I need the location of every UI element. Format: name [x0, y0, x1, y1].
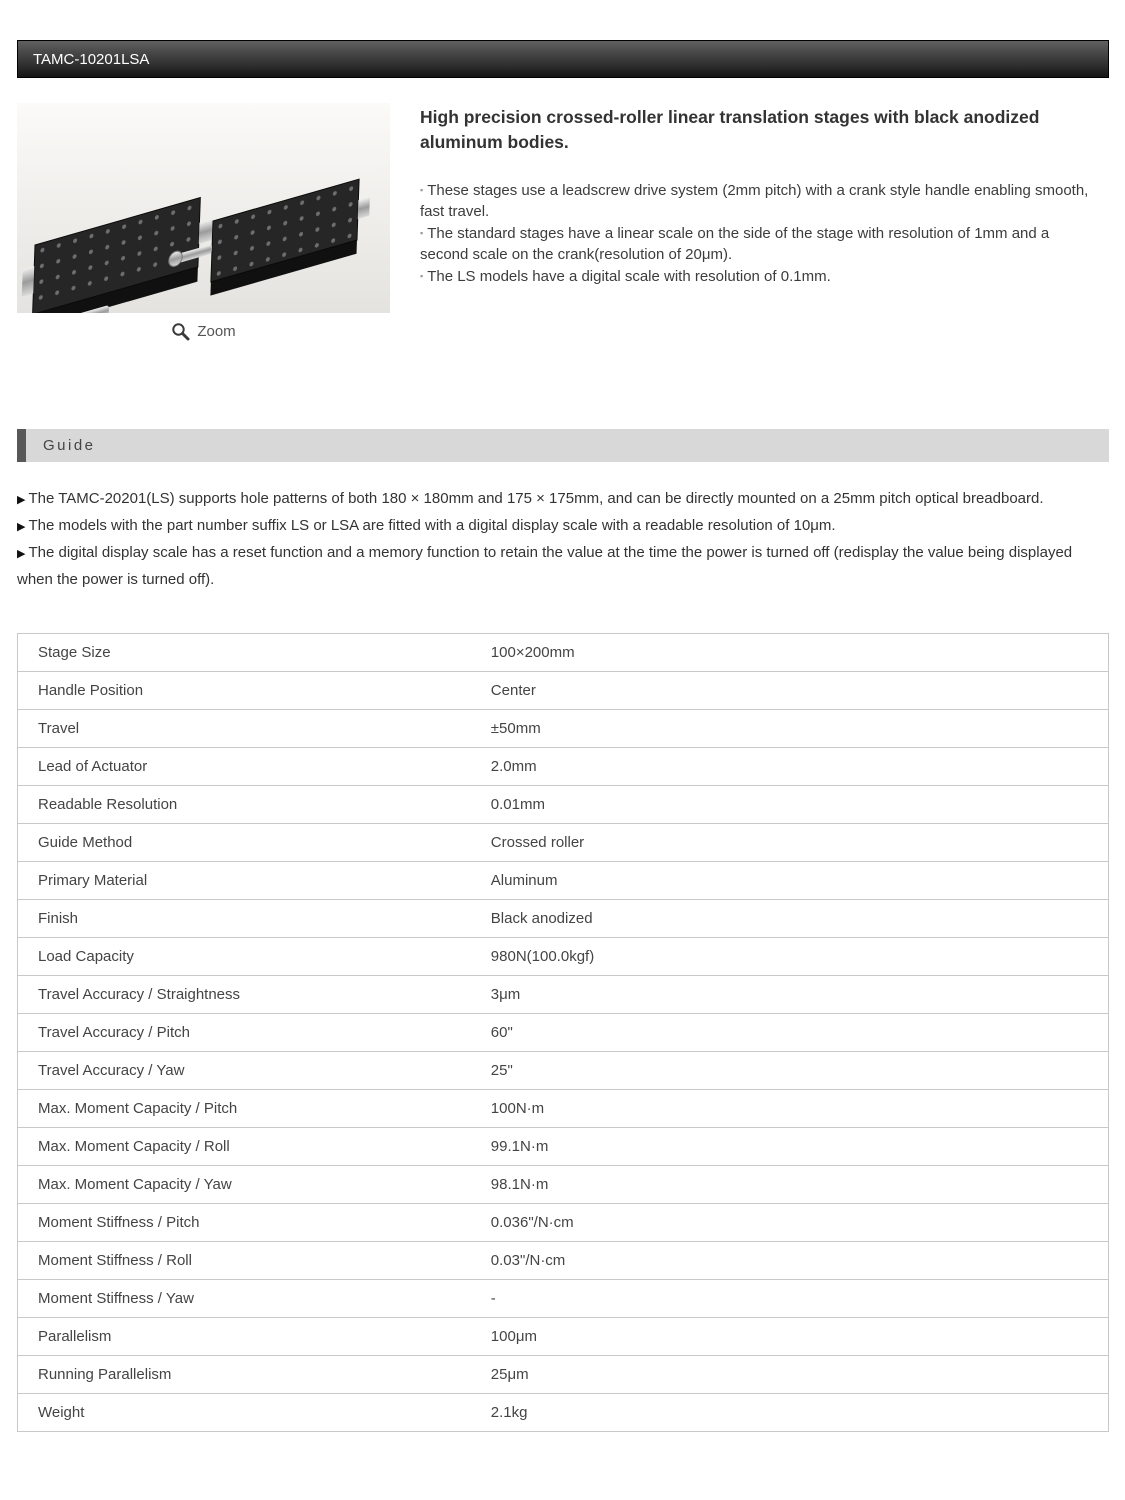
table-row — [18, 1014, 1109, 1052]
arrow-icon: ▶ — [17, 548, 26, 560]
spec-value: Black anodized — [489, 900, 1109, 938]
table-row — [18, 1356, 1109, 1394]
spec-label: Travel Accuracy / Yaw — [18, 1052, 489, 1090]
table-row — [18, 672, 1109, 710]
product-figure — [17, 103, 390, 341]
spec-value: ±50mm — [489, 710, 1109, 748]
table-row — [18, 938, 1109, 976]
zoom-label: Zoom — [197, 323, 236, 340]
table-row — [18, 1318, 1109, 1356]
spec-value: 980N(100.0kgf) — [489, 938, 1109, 976]
spec-value: 3μm — [489, 976, 1109, 1014]
product-bullets — [420, 180, 1101, 288]
table-row — [18, 900, 1109, 938]
guide-item: ▶ The TAMC-20201(LS) supports hole patterns of both 180 × 180mm and 175 × 175mm, and can be directly mounted on a 25mm pitch optical breadboard. — [17, 490, 1044, 507]
spec-value: Aluminum — [489, 862, 1109, 900]
spec-value: 2.0mm — [489, 748, 1109, 786]
table-row — [18, 1166, 1109, 1204]
table-row — [18, 1242, 1109, 1280]
spec-label: Moment Stiffness / Yaw — [18, 1280, 489, 1318]
spec-label: Moment Stiffness / Pitch — [18, 1204, 489, 1242]
spec-table — [17, 633, 1109, 1432]
product-bullet: ▪ The standard stages have a linear scale on the side of the stage with resolution of 1mm and a second scale on the crank(resolution of 20μm). — [420, 224, 1050, 264]
guide-item: ▶ The digital display scale has a reset function and a memory function to retain the value at the time the power is turned off (redisplay the value being displayed when the power is turned off). — [17, 544, 1073, 588]
table-row — [18, 1128, 1109, 1166]
spec-value: 25μm — [489, 1356, 1109, 1394]
spec-label: Travel — [18, 710, 489, 748]
table-row — [18, 1090, 1109, 1128]
spec-label: Running Parallelism — [18, 1356, 489, 1394]
product-bullet: ▪ These stages use a leadscrew drive system (2mm pitch) with a crank style handle enabling smooth, fast travel. — [420, 181, 1089, 221]
table-row — [18, 710, 1109, 748]
table-row — [18, 1280, 1109, 1318]
spec-value: 25" — [489, 1052, 1109, 1090]
product-image[interactable] — [17, 103, 390, 313]
guide-bar — [17, 429, 1109, 462]
spec-label: Lead of Actuator — [18, 748, 489, 786]
guide-items — [17, 486, 1109, 593]
spec-value: 100×200mm — [489, 634, 1109, 672]
table-row — [18, 1394, 1109, 1432]
spec-label: Max. Moment Capacity / Pitch — [18, 1090, 489, 1128]
spec-label: Moment Stiffness / Roll — [18, 1242, 489, 1280]
spec-label: Weight — [18, 1394, 489, 1432]
spec-value: 98.1N·m — [489, 1166, 1109, 1204]
spec-value: 100N·m — [489, 1090, 1109, 1128]
bullet-icon: ▪ — [420, 184, 424, 195]
spec-label: Load Capacity — [18, 938, 489, 976]
spec-value: 0.03"/N·cm — [489, 1242, 1109, 1280]
spec-value: 0.036"/N·cm — [489, 1204, 1109, 1242]
spec-label: Primary Material — [18, 862, 489, 900]
spec-value: 0.01mm — [489, 786, 1109, 824]
spec-value: 60" — [489, 1014, 1109, 1052]
arrow-icon: ▶ — [17, 521, 26, 533]
arrow-icon: ▶ — [17, 494, 26, 506]
table-row — [18, 748, 1109, 786]
spec-label: Travel Accuracy / Straightness — [18, 976, 489, 1014]
table-row — [18, 786, 1109, 824]
spec-value: Crossed roller — [489, 824, 1109, 862]
spec-label: Readable Resolution — [18, 786, 489, 824]
spec-label: Parallelism — [18, 1318, 489, 1356]
table-row — [18, 862, 1109, 900]
spec-value: 2.1kg — [489, 1394, 1109, 1432]
product-heading: High precision crossed-roller linear translation stages with black anodized aluminum bodies. — [420, 107, 1040, 153]
guide-item: ▶ The models with the part number suffix LS or LSA are fitted with a digital display scale with a readable resolution of 10μm. — [17, 517, 836, 534]
spec-label: Guide Method — [18, 824, 489, 862]
spec-label: Stage Size — [18, 634, 489, 672]
product-bullet: ▪ The LS models have a digital scale with resolution of 0.1mm. — [420, 267, 831, 285]
spec-value: 100μm — [489, 1318, 1109, 1356]
spec-label: Handle Position — [18, 672, 489, 710]
spec-label: Max. Moment Capacity / Roll — [18, 1128, 489, 1166]
table-row — [18, 824, 1109, 862]
zoom-icon — [171, 322, 190, 341]
guide-title: Guide — [43, 437, 96, 454]
spec-value: 99.1N·m — [489, 1128, 1109, 1166]
table-row — [18, 1052, 1109, 1090]
product-info — [390, 103, 1109, 341]
product-section — [17, 103, 1109, 341]
table-row — [18, 976, 1109, 1014]
table-row — [18, 634, 1109, 672]
bullet-icon: ▪ — [420, 227, 424, 238]
zoom-link[interactable] — [17, 322, 390, 341]
spec-value: - — [489, 1280, 1109, 1318]
spec-label: Finish — [18, 900, 489, 938]
spec-label: Max. Moment Capacity / Yaw — [18, 1166, 489, 1204]
table-row — [18, 1204, 1109, 1242]
product-code: TAMC-10201LSA — [33, 50, 150, 68]
product-code-bar — [17, 40, 1109, 78]
bullet-icon: ▪ — [420, 270, 424, 281]
spec-value: Center — [489, 672, 1109, 710]
spec-label: Travel Accuracy / Pitch — [18, 1014, 489, 1052]
